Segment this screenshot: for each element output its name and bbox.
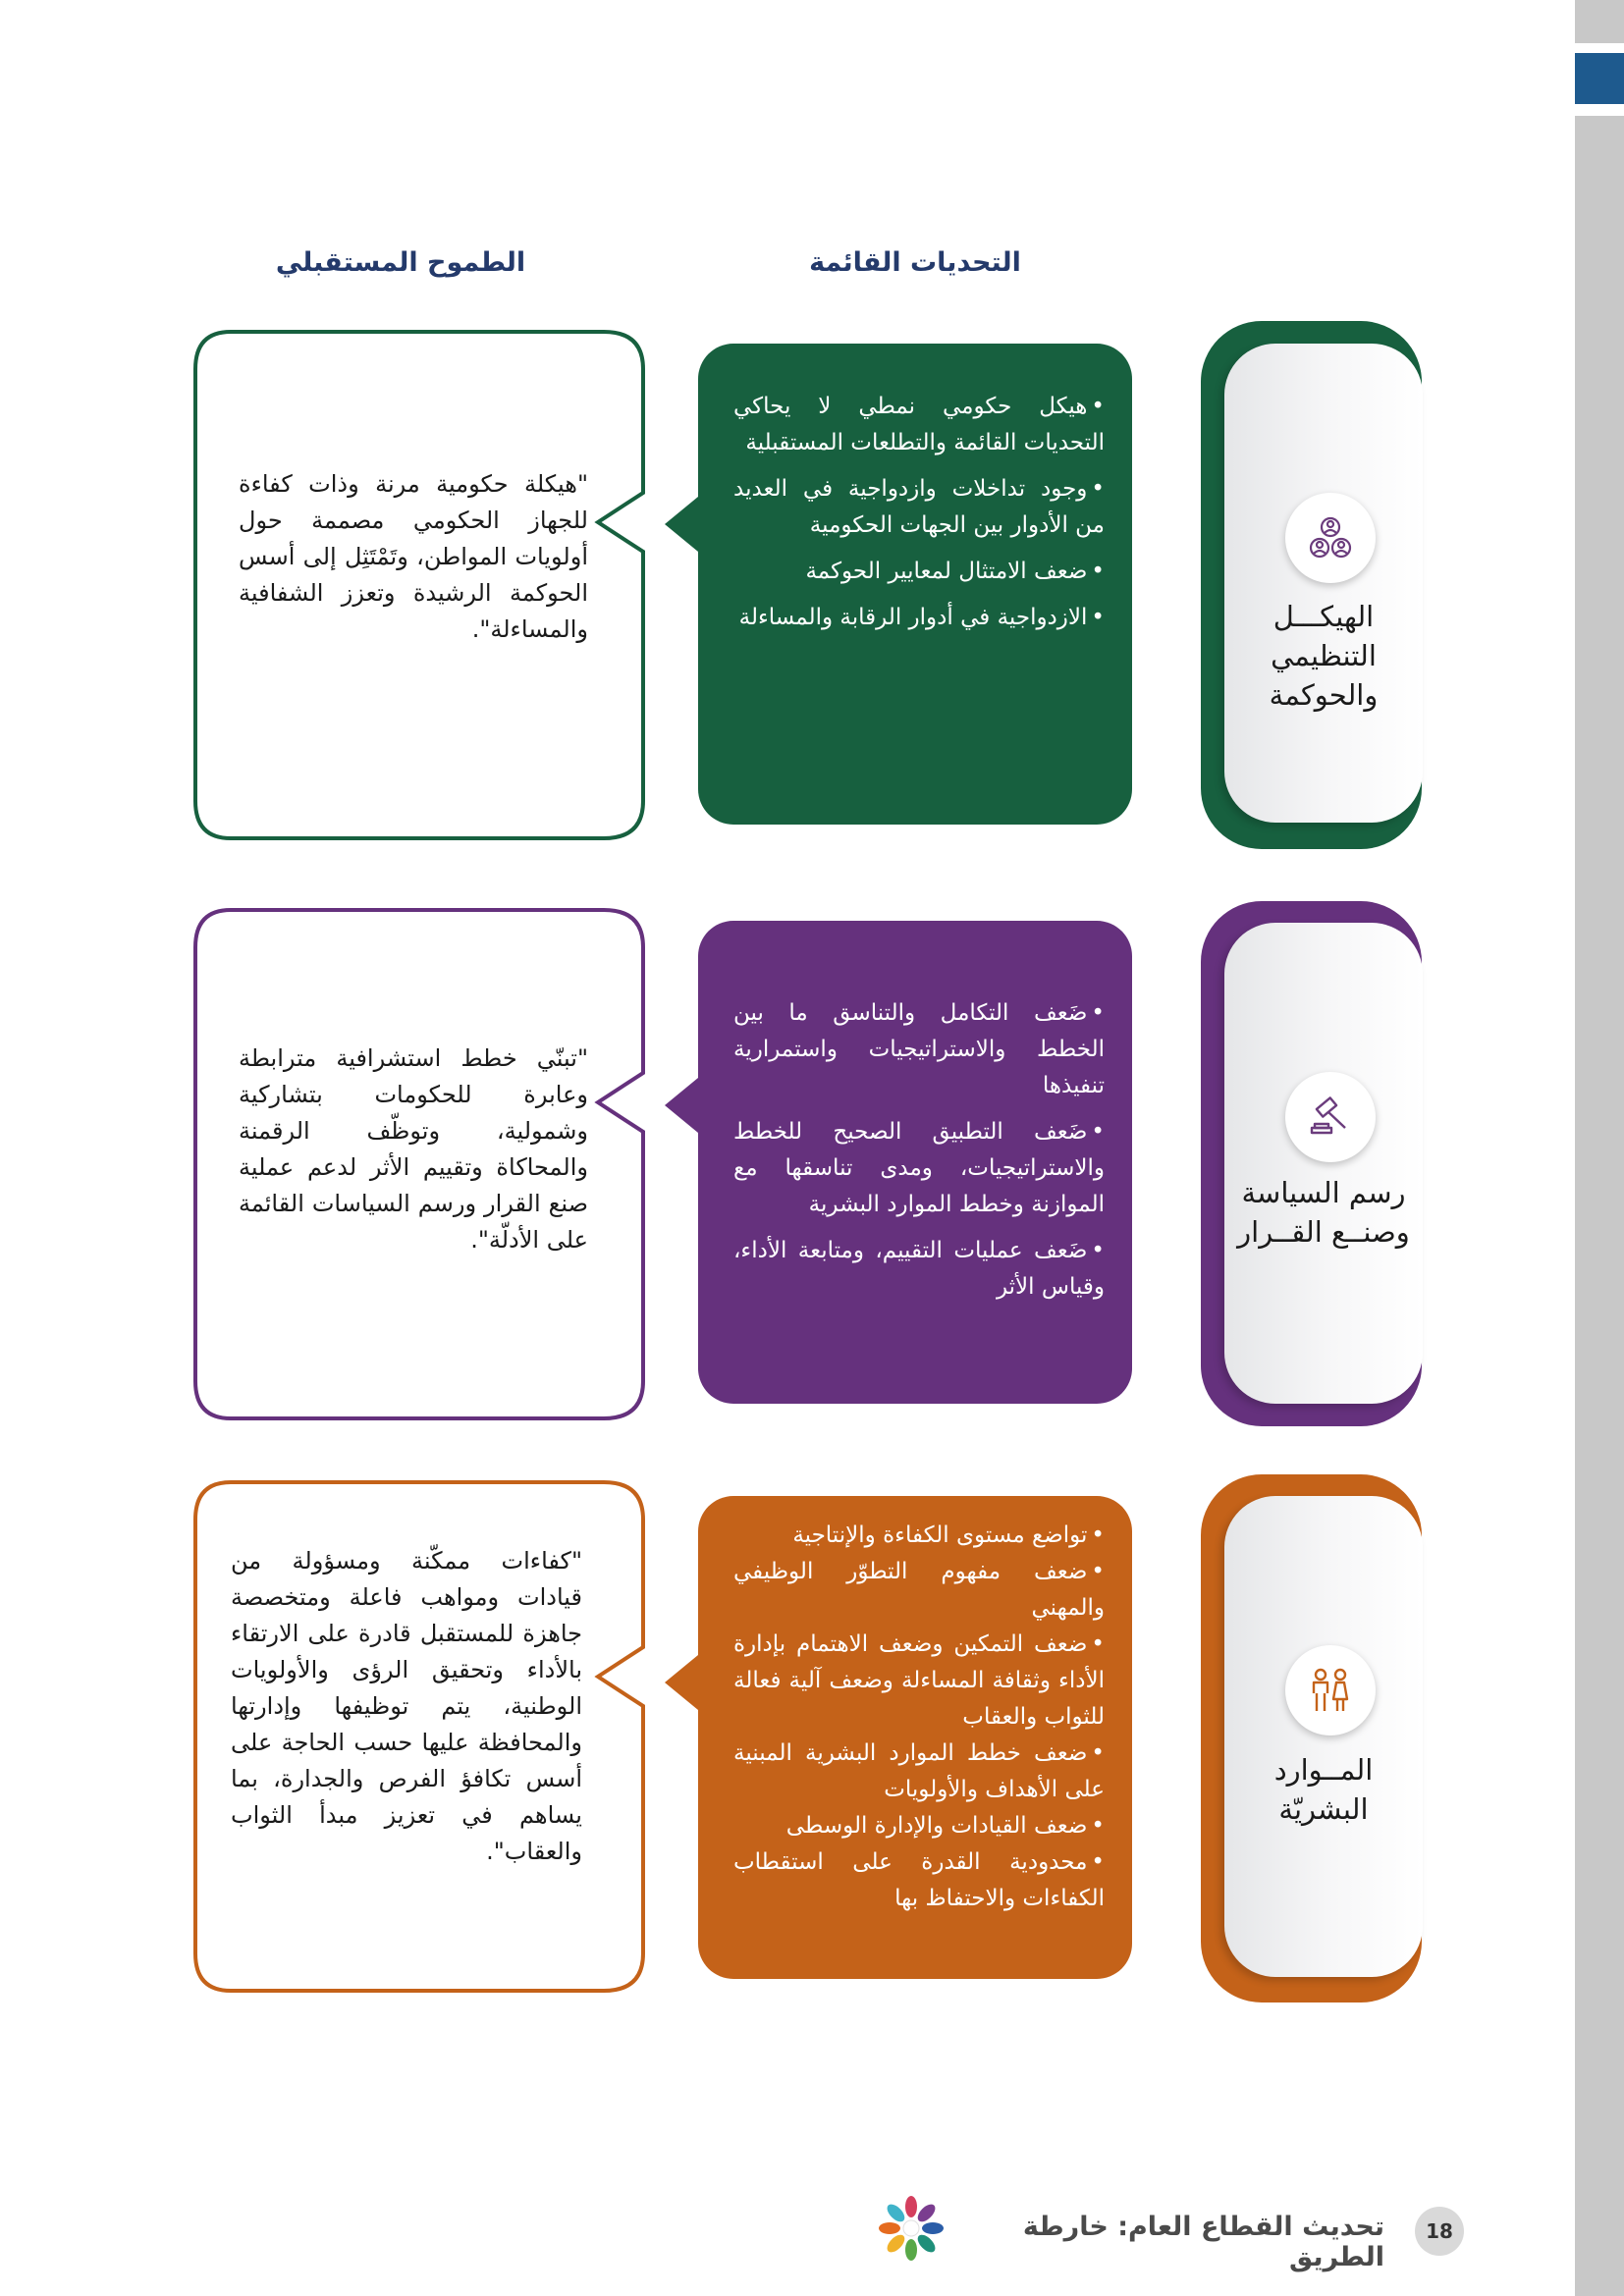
header-future-aspiration: الطموح المستقبلي (275, 247, 526, 278)
header-current-challenges: التحديات القائمة (809, 247, 1021, 278)
page-number: 18 (1415, 2207, 1464, 2256)
challenge-item: • ضَعف عمليات التقييم، ومتابعة الأداء، وقياس الأثر (733, 1233, 1105, 1306)
challenge-pointer (665, 497, 698, 552)
people-icon (1285, 1645, 1376, 1735)
challenge-item: • ضَعف التطبيق الصحيح للخطط والاستراتيجيات، ومدى تناسقها مع الموازنة وخطط الموارد البشرية (733, 1114, 1105, 1223)
challenges-box (698, 921, 1132, 1404)
side-strip (1575, 0, 1624, 2296)
category-card (1224, 923, 1423, 1404)
challenge-item: • الازدواجية في أدوار الرقابة والمساءلة (733, 600, 1105, 636)
challenge-item: • ضعف التمكين وضعف الاهتمام بإدارة الأداء وثقافة المساءلة وضعف آلية فعالة للثواب والعقاب (733, 1627, 1105, 1735)
aspiration-text: "كفاءات ممكّنة ومسؤولة من قيادات ومواهب فاعلة ومتخصصة جاهزة للمستقبل قادرة على الارتقاء بالأداء وتحقيق الرؤى والأولويات الوطنية، يتم توظيفها وإدارتها والمحافظة عليها حسب الحاجة على أسس تكافؤ الفرص والجدارة، بما يساهم في تعزيز مبدأ الثواب والعقاب". (231, 1547, 582, 1865)
logo-icon (874, 2191, 948, 2266)
aspiration-text: "هيكلة حكومية مرنة وذات كفاءة للجهاز الحكومي مصممة حول أولويات المواطن، وتَمْتَثِل إلى أسس الحوكمة الرشيدة وتعزز الشفافية والمساءلة". (239, 470, 588, 643)
aspiration-text: "تبنّي خطط استشرافية مترابطة وعابرة للحكومات بتشاركية وشمولية، وتوظّف الرقمنة والمحاكاة وتقييم الأثر لدعم عملية صنع القرار ورسم السياسات القائمة على الأدلّة". (239, 1044, 588, 1254)
challenge-item: • ضعف القيادات والإدارة الوسطى (733, 1808, 1105, 1844)
gavel-icon (1285, 1072, 1376, 1162)
challenges-box (698, 344, 1132, 825)
challenge-pointer (665, 1078, 698, 1133)
category-title: المــوارد البشريّة (1273, 1753, 1374, 1826)
challenge-item: • وجود تداخلات وازدواجية في العديد من الأدوار بين الجهات الحكومية (733, 471, 1105, 544)
category-title: رسم السياسة وصنــع القــرار (1237, 1176, 1410, 1249)
org-structure-icon (1285, 493, 1376, 583)
challenge-item: • ضعف مفهوم التطوّر الوظيفي والمهني (733, 1554, 1105, 1627)
section-tab (1575, 53, 1624, 104)
category-title: الهيكـــل التنظيمي والحوكمة (1269, 600, 1379, 712)
challenge-item: • ضعف الامتثال لمعايير الحوكمة (733, 554, 1105, 590)
footer-title: تحديث القطاع العام: خارطة الطريق (1022, 2212, 1384, 2272)
category-card (1224, 344, 1423, 823)
challenge-item: • ضعف خطط الموارد البشرية المبنية على الأهداف والأولويات (733, 1735, 1105, 1808)
challenges-box (698, 1496, 1132, 1979)
challenge-item: • ضَعف التكامل والتناسق ما بين الخطط والاستراتيجيات واستمرارية تنفيذها (733, 995, 1105, 1104)
challenge-item: • تواضع مستوى الكفاءة والإنتاجية (733, 1518, 1105, 1554)
challenge-item: • محدودية القدرة على استقطاب الكفاءات والاحتفاظ بها (733, 1844, 1105, 1917)
challenge-pointer (665, 1655, 698, 1710)
category-card (1224, 1496, 1423, 1977)
challenge-item: • هيكل حكومي نمطي لا يحاكي التحديات القائمة والتطلعات المستقبلية (733, 389, 1105, 461)
